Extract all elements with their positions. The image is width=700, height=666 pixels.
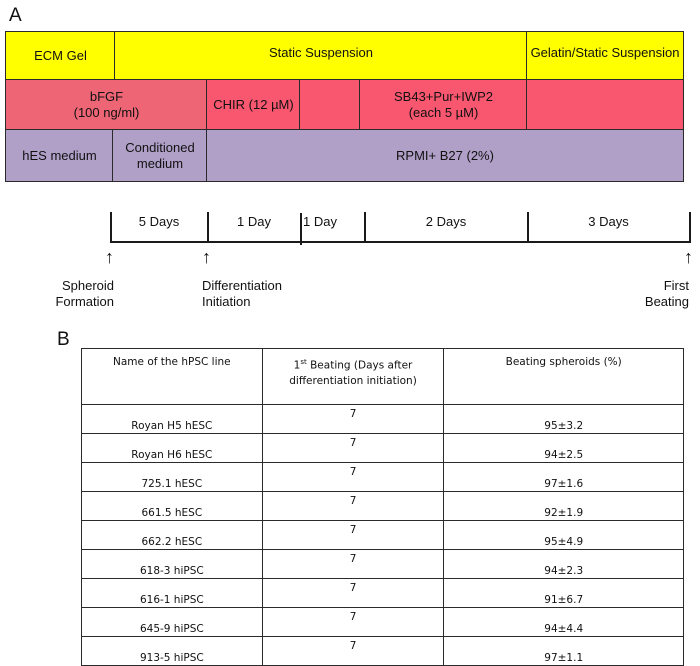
cell-beating-percent: 95±3.2 xyxy=(444,405,684,434)
cell-beating-percent: 94±4.4 xyxy=(444,608,684,637)
table-header-row xyxy=(82,349,684,405)
cell-first-beating-day: 7 xyxy=(262,521,444,550)
medium-conditioned xyxy=(112,129,208,182)
header-first-beating: 1st Beating (Days after differentiation initiation) xyxy=(262,349,444,405)
event-first-beating xyxy=(630,278,689,310)
factor-line1: bFGF xyxy=(89,89,124,104)
factor-line1: SB43+Pur+IWP2 xyxy=(394,89,493,104)
cell-hpsc-line: 913-5 hiPSC xyxy=(82,637,263,666)
up-arrow-icon: ↑ xyxy=(202,247,211,267)
timeline-segment-label: 1 Day xyxy=(237,214,271,229)
event-differentiation-initiation xyxy=(202,278,312,310)
stage-static-suspension xyxy=(114,31,528,81)
cell-hpsc-line: 661.5 hESC xyxy=(82,492,263,521)
cell-hpsc-line: Royan H5 hESC xyxy=(82,405,263,434)
event-line1: Spheroid xyxy=(61,278,114,293)
factor-line2: (100 ng/ml) xyxy=(73,105,140,120)
event-line2: Beating xyxy=(644,294,689,309)
timeline-tick xyxy=(689,212,691,242)
event-line1: First xyxy=(663,278,689,293)
timeline-segment-label: 5 Days xyxy=(138,214,180,229)
table-row xyxy=(82,434,684,463)
factor-line2: (each 5 µM) xyxy=(408,105,479,120)
table-row xyxy=(82,492,684,521)
medium-rpmi-b27 xyxy=(206,129,684,182)
medium-line1: RPMI+ B27 (2%) xyxy=(396,147,494,163)
cell-beating-percent: 94±2.3 xyxy=(444,550,684,579)
table-row xyxy=(82,637,684,666)
factor-bfgf xyxy=(5,79,208,131)
cell-first-beating-day: 7 xyxy=(262,608,444,637)
timeline-segment-label: 2 Days xyxy=(425,214,467,229)
cell-first-beating-day: 7 xyxy=(262,550,444,579)
stage-label: Gelatin/Static Suspension xyxy=(530,45,680,60)
cell-hpsc-line: 645-9 hiPSC xyxy=(82,608,263,637)
event-spheroid-formation xyxy=(40,278,114,310)
cell-beating-percent: 95±4.9 xyxy=(444,521,684,550)
cell-hpsc-line: Royan H6 hESC xyxy=(82,434,263,463)
stage-gelatin-static-suspension xyxy=(526,31,684,81)
event-line1: Differentiation xyxy=(202,278,282,293)
cell-beating-percent: 92±1.9 xyxy=(444,492,684,521)
panel-a-label: A xyxy=(9,5,22,26)
cell-first-beating-day: 7 xyxy=(262,434,444,463)
header-beating-spheroids: Beating spheroids (%) xyxy=(444,349,684,405)
cell-first-beating-day: 7 xyxy=(262,405,444,434)
table-row xyxy=(82,608,684,637)
timeline-segment-label: 1 Day xyxy=(303,214,337,229)
up-arrow-icon: ↑ xyxy=(684,247,693,267)
cell-beating-percent: 94±2.5 xyxy=(444,434,684,463)
cell-beating-percent: 91±6.7 xyxy=(444,579,684,608)
factor-chir xyxy=(206,79,301,131)
cell-first-beating-day: 7 xyxy=(262,579,444,608)
medium-line1: Conditioned xyxy=(125,139,195,155)
factor-sb43-pur-iwp2 xyxy=(359,79,528,131)
stage-label: ECM Gel xyxy=(34,48,87,63)
event-line2: Initiation xyxy=(202,294,251,309)
table-row xyxy=(82,521,684,550)
cell-hpsc-line: 662.2 hESC xyxy=(82,521,263,550)
table-row xyxy=(82,579,684,608)
cell-first-beating-day: 7 xyxy=(262,463,444,492)
medium-hes xyxy=(5,129,114,182)
cell-beating-percent: 97±1.6 xyxy=(444,463,684,492)
panel-b-label: B xyxy=(57,329,70,350)
timeline-tick xyxy=(300,213,302,245)
up-arrow-icon: ↑ xyxy=(105,247,114,267)
cell-first-beating-day: 7 xyxy=(262,492,444,521)
stage-label: Static Suspension xyxy=(268,45,374,60)
cell-hpsc-line: 725.1 hESC xyxy=(82,463,263,492)
factor-line1: CHIR (12 µM) xyxy=(213,97,294,112)
medium-line2: medium xyxy=(136,155,184,171)
cell-first-beating-day: 7 xyxy=(262,637,444,666)
cell-hpsc-line: 616-1 hiPSC xyxy=(82,579,263,608)
header-hpsc-line: Name of the hPSC line xyxy=(82,349,263,405)
cell-hpsc-line: 618-3 hiPSC xyxy=(82,550,263,579)
factor-empty-1 xyxy=(299,79,361,131)
factor-empty-2 xyxy=(526,79,684,131)
medium-line1: hES medium xyxy=(22,147,97,163)
beating-results-table xyxy=(81,348,684,666)
stage-ecm-gel xyxy=(5,31,116,81)
timeline-segment-label: 3 Days xyxy=(588,214,629,229)
table-row xyxy=(82,550,684,579)
table-row xyxy=(82,405,684,434)
timeline-baseline xyxy=(110,241,691,243)
cell-beating-percent: 97±1.1 xyxy=(444,637,684,666)
table-row xyxy=(82,463,684,492)
event-line2: Formation xyxy=(55,294,114,309)
